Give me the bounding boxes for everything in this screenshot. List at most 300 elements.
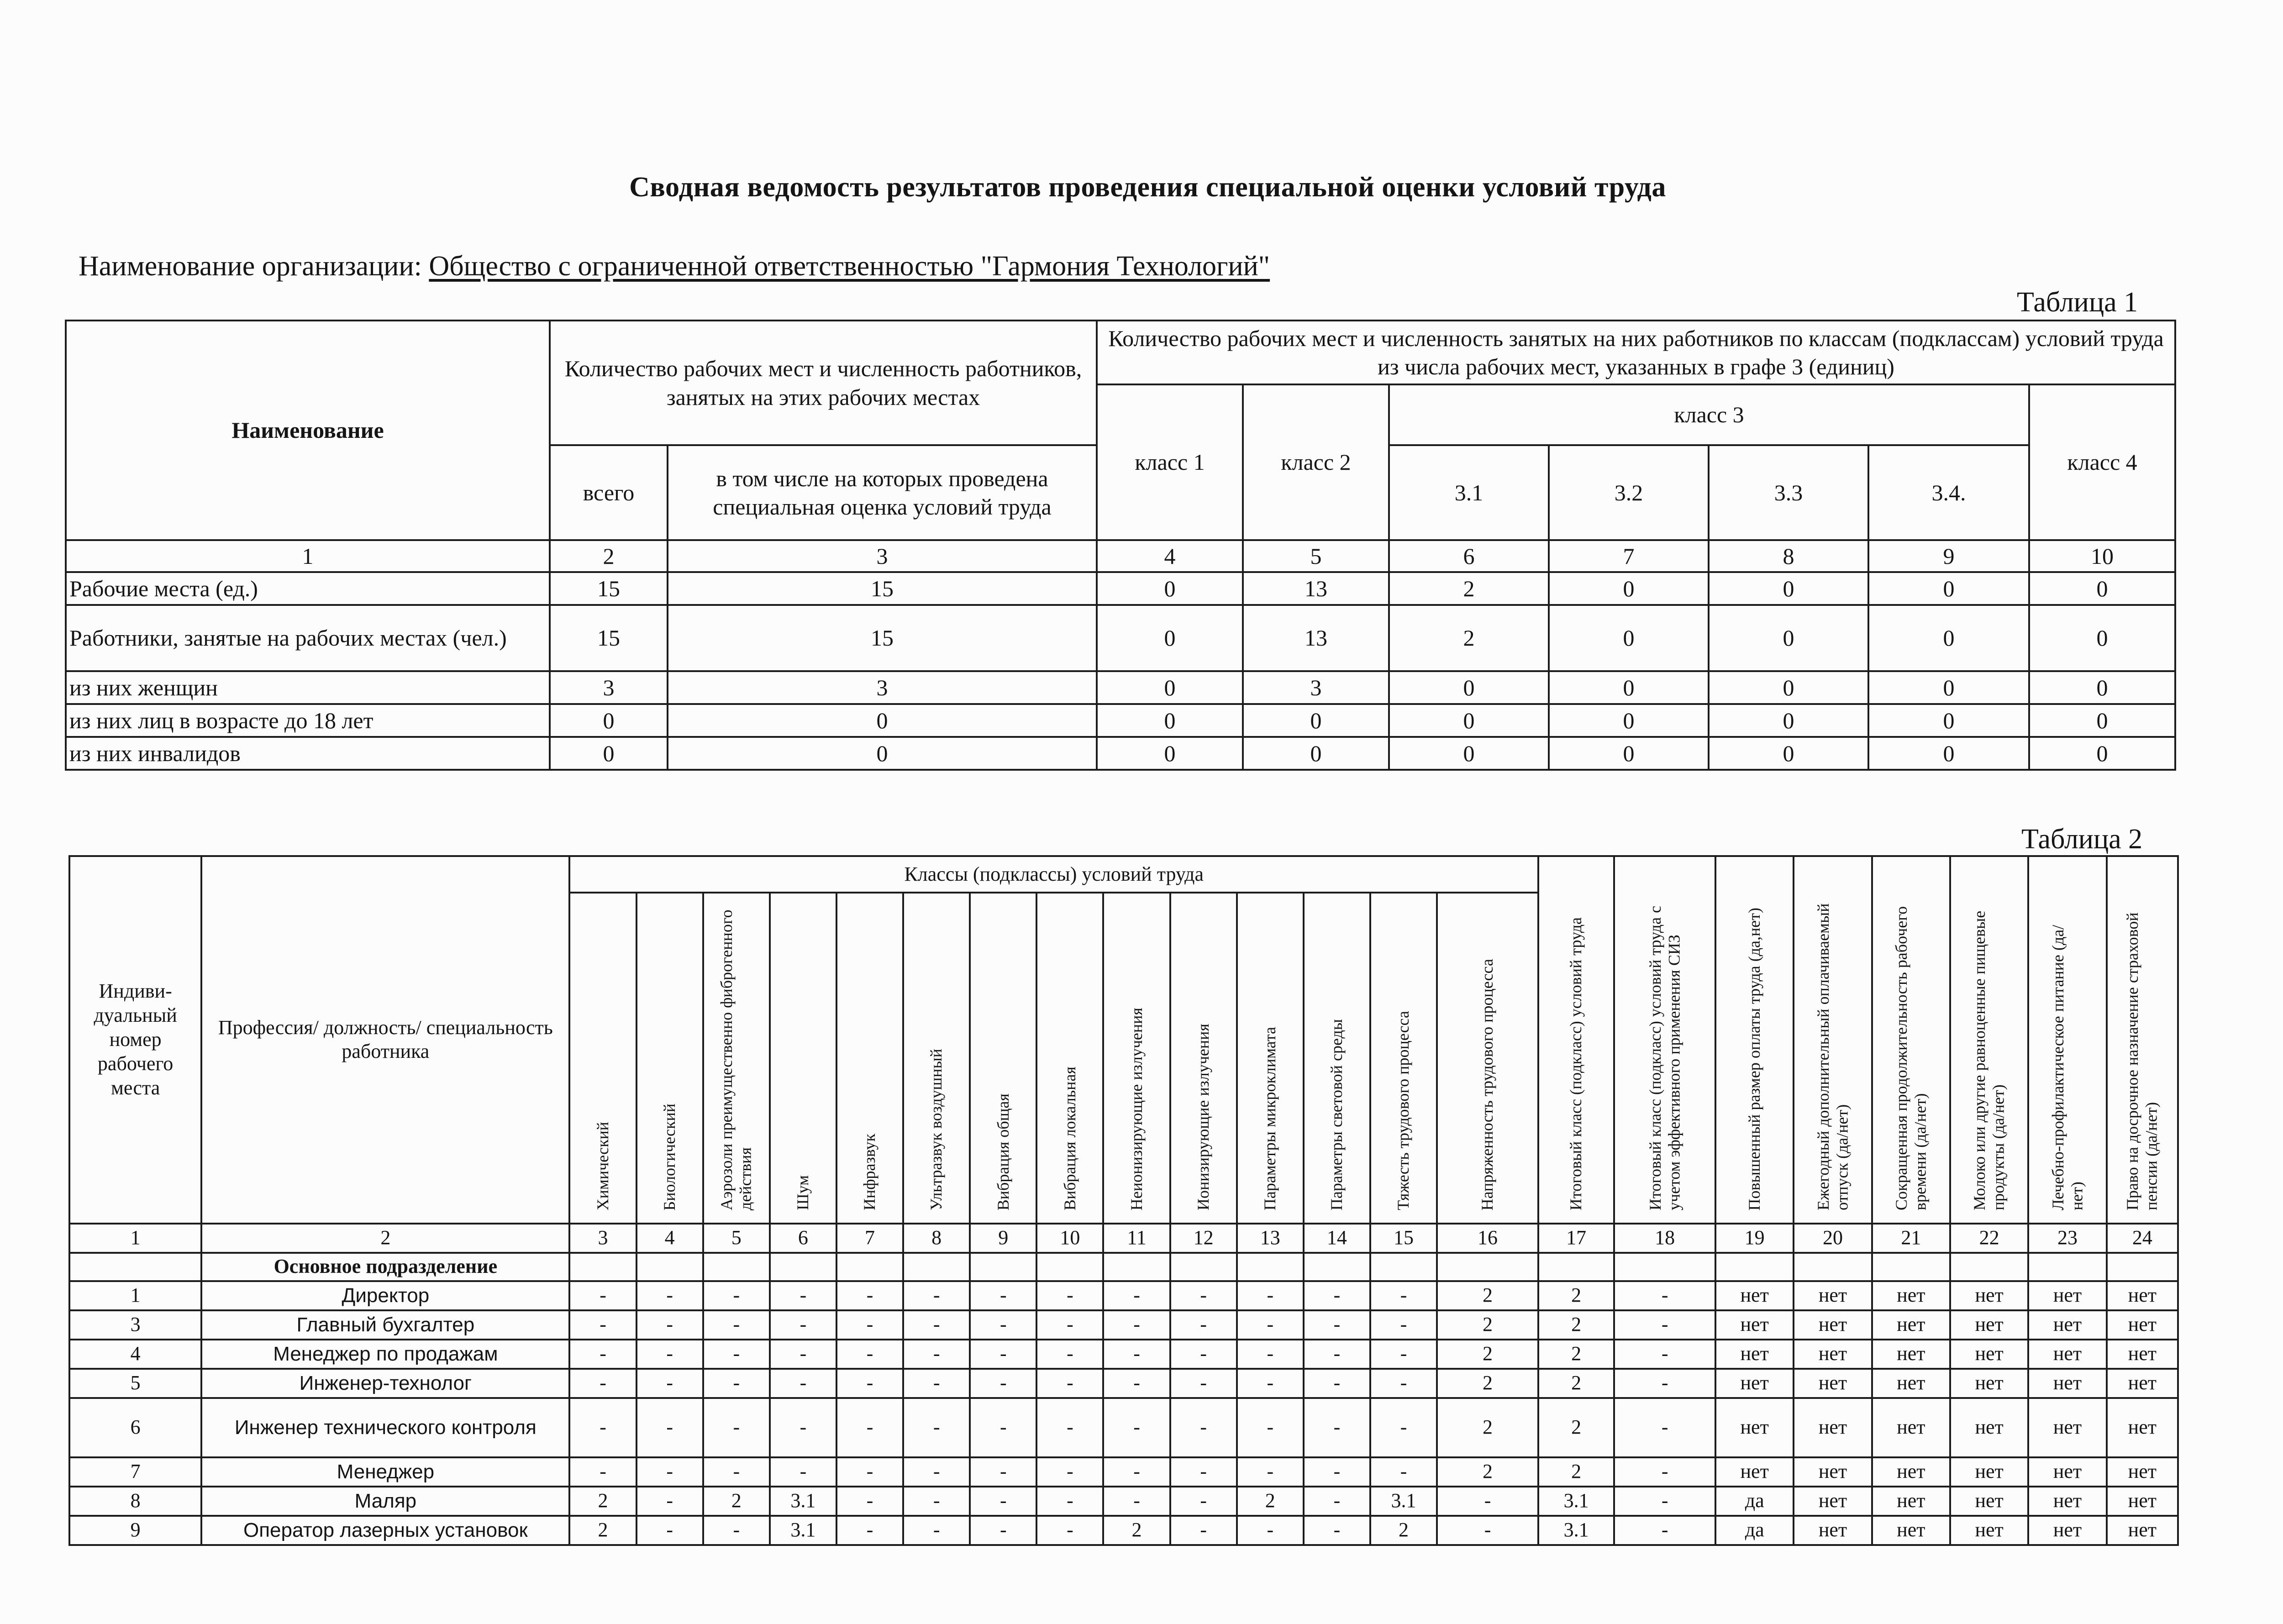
row-label: Работники, занятые на рабочих местах (чел.) <box>66 605 550 671</box>
class-cell: - <box>637 1487 703 1516</box>
header-classes-group: Классы (подклассы) условий труда <box>569 856 1538 893</box>
class-cell: - <box>1036 1281 1103 1310</box>
class-cell: - <box>1237 1457 1304 1487</box>
column-number: 15 <box>1370 1224 1437 1253</box>
column-number: 7 <box>836 1224 903 1253</box>
class-cell: - <box>770 1310 836 1340</box>
column-number-row <box>66 540 2175 572</box>
class-cell: - <box>569 1369 636 1398</box>
empty-cell <box>903 1253 970 1281</box>
class-cell: - <box>1304 1457 1370 1487</box>
cell-value: 13 <box>1243 605 1389 671</box>
cell-value: 15 <box>550 572 668 605</box>
header-factor: Химический <box>569 893 636 1224</box>
profession-name: Маляр <box>201 1487 569 1516</box>
class-cell: - <box>1304 1398 1370 1457</box>
header-guarantee: Право на досрочное назначение страховой пенсии (да/нет) <box>2107 856 2178 1224</box>
class-cell: 2 <box>1437 1281 1538 1310</box>
class-cell: - <box>1103 1398 1170 1457</box>
class-cell: 2 <box>1538 1369 1614 1398</box>
column-number: 14 <box>1304 1224 1370 1253</box>
table-row <box>66 671 2175 704</box>
cell-value: 0 <box>1709 671 1868 704</box>
header-class2: класс 2 <box>1243 384 1389 540</box>
class-cell: 2 <box>569 1516 636 1545</box>
class-cell: - <box>1103 1310 1170 1340</box>
cell-value: 15 <box>668 572 1097 605</box>
class-cell: - <box>1237 1281 1304 1310</box>
column-number: 19 <box>1715 1224 1794 1253</box>
class-cell: - <box>637 1398 703 1457</box>
class-cell: - <box>770 1340 836 1369</box>
empty-cell <box>1370 1253 1437 1281</box>
class-cell: нет <box>2107 1340 2178 1369</box>
class-cell: нет <box>2107 1310 2178 1340</box>
class-cell: нет <box>1715 1340 1794 1369</box>
cell-value: 2 <box>1389 605 1549 671</box>
cell-value: 0 <box>1709 572 1868 605</box>
class-cell: - <box>1170 1516 1237 1545</box>
class-cell: - <box>903 1457 970 1487</box>
class-cell: - <box>1237 1340 1304 1369</box>
class-cell: - <box>637 1340 703 1369</box>
cell-value: 0 <box>668 704 1097 737</box>
class-cell: - <box>836 1310 903 1340</box>
column-number: 10 <box>1036 1224 1103 1253</box>
cell-value: 0 <box>1097 671 1243 704</box>
profession-name: Инженер технического контроля <box>201 1398 569 1457</box>
cell-value: 0 <box>2029 737 2175 770</box>
class-cell: нет <box>2028 1516 2106 1545</box>
class-cell: нет <box>1794 1457 1872 1487</box>
class-cell: - <box>970 1281 1036 1310</box>
column-number: 13 <box>1237 1224 1304 1253</box>
column-number: 7 <box>1549 540 1709 572</box>
class-cell: 2 <box>1437 1340 1538 1369</box>
column-number: 9 <box>970 1224 1036 1253</box>
empty-cell <box>1036 1253 1103 1281</box>
table2-caption: Таблица 2 <box>2021 824 2143 855</box>
class-cell: нет <box>1715 1310 1794 1340</box>
header-workplace-id: Индиви-дуальный номер рабочего места <box>69 856 201 1224</box>
header-guarantee: Повышенный размер оплаты труда (да,нет) <box>1715 856 1794 1224</box>
class-cell: - <box>703 1369 770 1398</box>
class-cell: нет <box>2107 1457 2178 1487</box>
column-number: 6 <box>770 1224 836 1253</box>
class-cell: - <box>1614 1516 1715 1545</box>
column-number-row <box>69 1224 2178 1253</box>
class-cell: нет <box>1872 1281 1950 1310</box>
workplaces-table <box>68 855 2179 1546</box>
class-cell: нет <box>1950 1398 2028 1457</box>
class-cell: нет <box>2107 1398 2178 1457</box>
department-row <box>69 1253 2178 1281</box>
class-cell: - <box>703 1281 770 1310</box>
class-cell: нет <box>2107 1369 2178 1398</box>
empty-cell <box>2107 1253 2178 1281</box>
header-class3: класс 3 <box>1389 384 2029 445</box>
empty-cell <box>1237 1253 1304 1281</box>
class-cell: - <box>903 1281 970 1310</box>
table-row <box>66 737 2175 770</box>
class-cell: - <box>903 1398 970 1457</box>
class-cell: нет <box>1794 1398 1872 1457</box>
column-number: 3 <box>569 1224 636 1253</box>
workplace-id: 7 <box>69 1457 201 1487</box>
cell-value: 0 <box>1389 671 1549 704</box>
column-number: 6 <box>1389 540 1549 572</box>
header-factor: Вибрация локальная <box>1036 893 1103 1224</box>
class-cell: нет <box>1950 1340 2028 1369</box>
column-number: 12 <box>1170 1224 1237 1253</box>
class-cell: нет <box>1794 1340 1872 1369</box>
class-cell: - <box>970 1369 1036 1398</box>
class-cell: - <box>1370 1457 1437 1487</box>
class-cell: нет <box>1872 1369 1950 1398</box>
header-factor: Тяжесть трудового процесса <box>1370 893 1437 1224</box>
cell-value: 0 <box>2029 704 2175 737</box>
class-cell: - <box>637 1310 703 1340</box>
class-cell: 3.1 <box>1538 1487 1614 1516</box>
empty-cell <box>1950 1253 2028 1281</box>
cell-value: 15 <box>550 605 668 671</box>
class-cell: - <box>1170 1310 1237 1340</box>
column-number: 22 <box>1950 1224 2028 1253</box>
profession-name: Инженер-технолог <box>201 1369 569 1398</box>
row-label: из них инвалидов <box>66 737 550 770</box>
class-cell: нет <box>1794 1516 1872 1545</box>
header-factor: Биологический <box>637 893 703 1224</box>
class-cell: - <box>770 1398 836 1457</box>
empty-cell <box>69 1253 201 1281</box>
table-row <box>69 1487 2178 1516</box>
cell-value: 0 <box>1868 737 2029 770</box>
table-row <box>66 704 2175 737</box>
column-number: 20 <box>1794 1224 1872 1253</box>
header-total: всего <box>550 445 668 540</box>
class-cell: 2 <box>1538 1310 1614 1340</box>
class-cell: нет <box>1950 1369 2028 1398</box>
empty-cell <box>1715 1253 1794 1281</box>
class-cell: - <box>1437 1487 1538 1516</box>
class-cell: - <box>1614 1310 1715 1340</box>
class-cell: - <box>703 1516 770 1545</box>
profession-name: Главный бухгалтер <box>201 1310 569 1340</box>
class-cell: - <box>970 1487 1036 1516</box>
class-cell: нет <box>1950 1310 2028 1340</box>
class-cell: - <box>770 1369 836 1398</box>
class-cell: - <box>836 1487 903 1516</box>
cell-value: 0 <box>668 737 1097 770</box>
column-number: 18 <box>1614 1224 1715 1253</box>
class-cell: 3.1 <box>1538 1516 1614 1545</box>
class-cell: нет <box>1950 1516 2028 1545</box>
class-cell: нет <box>1715 1369 1794 1398</box>
profession-name: Менеджер <box>201 1457 569 1487</box>
class-cell: нет <box>1950 1281 2028 1310</box>
table-row <box>69 1340 2178 1369</box>
class-cell: - <box>903 1369 970 1398</box>
cell-value: 0 <box>1709 605 1868 671</box>
class-cell: - <box>1614 1457 1715 1487</box>
class-cell: нет <box>1950 1487 2028 1516</box>
header-final-class: Итоговый класс (подкласс) условий труда <box>1538 856 1614 1224</box>
class-cell: нет <box>2028 1310 2106 1340</box>
column-number: 5 <box>1243 540 1389 572</box>
class-cell: - <box>1237 1369 1304 1398</box>
class-cell: нет <box>1872 1340 1950 1369</box>
class-cell: - <box>1170 1340 1237 1369</box>
cell-value: 0 <box>1549 605 1709 671</box>
class-cell: - <box>970 1310 1036 1340</box>
class-cell: - <box>970 1340 1036 1369</box>
class-cell: 2 <box>569 1487 636 1516</box>
class-cell: - <box>703 1310 770 1340</box>
organization-name: Общество с ограниченной ответственностью "Гармония Технологий" <box>429 251 1270 282</box>
cell-value: 0 <box>1709 704 1868 737</box>
class-cell: - <box>1370 1369 1437 1398</box>
class-cell: - <box>770 1457 836 1487</box>
cell-value: 0 <box>1868 671 2029 704</box>
class-cell: - <box>1036 1310 1103 1340</box>
class-cell: 2 <box>1237 1487 1304 1516</box>
column-number: 24 <box>2107 1224 2178 1253</box>
class-cell: нет <box>2107 1487 2178 1516</box>
header-factor: Аэрозоли преимущественно фиброгенного действия <box>703 893 770 1224</box>
cell-value: 3 <box>668 671 1097 704</box>
class-cell: - <box>836 1516 903 1545</box>
class-cell: - <box>1170 1487 1237 1516</box>
organization-line <box>79 250 1270 283</box>
class-cell: - <box>903 1310 970 1340</box>
cell-value: 0 <box>2029 572 2175 605</box>
empty-cell <box>836 1253 903 1281</box>
empty-cell <box>1437 1253 1538 1281</box>
class-cell: - <box>1304 1281 1370 1310</box>
class-cell: нет <box>1794 1310 1872 1340</box>
class-cell: нет <box>1794 1281 1872 1310</box>
class-cell: - <box>1304 1340 1370 1369</box>
header-assessed: в том числе на которых проведена специальная оценка условий труда <box>668 445 1097 540</box>
class-cell: - <box>1370 1398 1437 1457</box>
header-count-group: Количество рабочих мест и численность работников, занятых на этих рабочих местах <box>550 321 1097 445</box>
class-cell: нет <box>1715 1457 1794 1487</box>
class-cell: нет <box>1794 1369 1872 1398</box>
class-cell: 2 <box>1437 1310 1538 1340</box>
table-row <box>66 605 2175 671</box>
class-cell: - <box>970 1516 1036 1545</box>
column-number: 8 <box>903 1224 970 1253</box>
cell-value: 0 <box>1097 704 1243 737</box>
header-factor: Инфразвук <box>836 893 903 1224</box>
profession-name: Менеджер по продажам <box>201 1340 569 1369</box>
class-cell: - <box>1103 1340 1170 1369</box>
class-cell: - <box>1170 1457 1237 1487</box>
empty-cell <box>703 1253 770 1281</box>
class-cell: - <box>1036 1487 1103 1516</box>
class-cell: - <box>1237 1516 1304 1545</box>
header-factor: Параметры микроклимата <box>1237 893 1304 1224</box>
class-cell: - <box>1370 1281 1437 1310</box>
profession-name: Директор <box>201 1281 569 1310</box>
class-cell: - <box>637 1457 703 1487</box>
empty-cell <box>1538 1253 1614 1281</box>
cell-value: 0 <box>550 737 668 770</box>
cell-value: 0 <box>1389 737 1549 770</box>
empty-cell <box>770 1253 836 1281</box>
cell-value: 0 <box>1709 737 1868 770</box>
class-cell: 2 <box>1538 1340 1614 1369</box>
column-number: 9 <box>1868 540 2029 572</box>
class-cell: - <box>637 1281 703 1310</box>
header-guarantee: Лечебно-профилактическое питание (да/нет) <box>2028 856 2106 1224</box>
header-guarantee: Сокращенная продолжительность рабочего времени (да/нет) <box>1872 856 1950 1224</box>
class-cell: - <box>1036 1369 1103 1398</box>
cell-value: 0 <box>1097 572 1243 605</box>
class-cell: - <box>1103 1369 1170 1398</box>
row-label: Рабочие места (ед.) <box>66 572 550 605</box>
column-number: 5 <box>703 1224 770 1253</box>
column-number: 2 <box>201 1224 569 1253</box>
class-cell: нет <box>2028 1281 2106 1310</box>
class-cell: - <box>903 1340 970 1369</box>
class-cell: - <box>970 1457 1036 1487</box>
class-cell: 2 <box>1437 1369 1538 1398</box>
class-cell: нет <box>2107 1516 2178 1545</box>
cell-value: 0 <box>2029 671 2175 704</box>
header-factor: Напряженность трудового процесса <box>1437 893 1538 1224</box>
header-name: Наименование <box>66 321 550 540</box>
column-number: 21 <box>1872 1224 1950 1253</box>
class-cell: - <box>903 1487 970 1516</box>
class-cell: нет <box>2028 1340 2106 1369</box>
class-cell: - <box>703 1340 770 1369</box>
class-cell: нет <box>1950 1457 2028 1487</box>
class-cell: - <box>836 1369 903 1398</box>
column-number: 1 <box>66 540 550 572</box>
class-cell: да <box>1715 1487 1794 1516</box>
table-row <box>69 1516 2178 1545</box>
table-row <box>69 1310 2178 1340</box>
cell-value: 0 <box>550 704 668 737</box>
table-row <box>69 1369 2178 1398</box>
class-cell: 2 <box>1370 1516 1437 1545</box>
header-class4: класс 4 <box>2029 384 2175 540</box>
table-row <box>69 1281 2178 1310</box>
class-cell: - <box>569 1281 636 1310</box>
class-cell: - <box>637 1516 703 1545</box>
class-cell: - <box>1237 1398 1304 1457</box>
class-cell: - <box>637 1369 703 1398</box>
class-cell: нет <box>1872 1457 1950 1487</box>
header-factor: Параметры световой среды <box>1304 893 1370 1224</box>
class-cell: нет <box>1872 1516 1950 1545</box>
empty-cell <box>637 1253 703 1281</box>
class-cell: нет <box>1715 1281 1794 1310</box>
header-factor: Шум <box>770 893 836 1224</box>
organization-label: Наименование организации: <box>79 251 422 282</box>
header-factor: Вибрация общая <box>970 893 1036 1224</box>
workplace-id: 3 <box>69 1310 201 1340</box>
cell-value: 15 <box>668 605 1097 671</box>
class-cell: - <box>1103 1281 1170 1310</box>
workplace-id: 4 <box>69 1340 201 1369</box>
class-cell: 2 <box>1538 1457 1614 1487</box>
column-number: 11 <box>1103 1224 1170 1253</box>
header-factor: Ультразвук воздушный <box>903 893 970 1224</box>
class-cell: - <box>569 1310 636 1340</box>
column-number: 17 <box>1538 1224 1614 1253</box>
header-class-3-3: 3.3 <box>1709 445 1868 540</box>
workplace-id: 8 <box>69 1487 201 1516</box>
class-cell: - <box>903 1516 970 1545</box>
column-number: 8 <box>1709 540 1868 572</box>
cell-value: 3 <box>550 671 668 704</box>
class-cell: - <box>836 1281 903 1310</box>
cell-value: 13 <box>1243 572 1389 605</box>
class-cell: нет <box>2028 1457 2106 1487</box>
cell-value: 0 <box>1549 704 1709 737</box>
profession-name: Оператор лазерных установок <box>201 1516 569 1545</box>
class-cell: - <box>836 1457 903 1487</box>
header-factor: Ионизирующие излучения <box>1170 893 1237 1224</box>
cell-value: 0 <box>1389 704 1549 737</box>
empty-cell <box>569 1253 636 1281</box>
column-number: 4 <box>1097 540 1243 572</box>
class-cell: 3.1 <box>770 1516 836 1545</box>
header-class1: класс 1 <box>1097 384 1243 540</box>
class-cell: 3.1 <box>770 1487 836 1516</box>
empty-cell <box>1304 1253 1370 1281</box>
header-guarantee: Молоко или другие равноценные пищевые продукты (да/нет) <box>1950 856 2028 1224</box>
header-class-3-4: 3.4. <box>1868 445 2029 540</box>
class-cell: - <box>1614 1398 1715 1457</box>
document-title: Сводная ведомость результатов проведения специальной оценки условий труда <box>629 172 1666 203</box>
class-cell: 2 <box>1103 1516 1170 1545</box>
class-cell: - <box>703 1457 770 1487</box>
cell-value: 2 <box>1389 572 1549 605</box>
cell-value: 0 <box>1549 671 1709 704</box>
workplace-id: 5 <box>69 1369 201 1398</box>
cell-value: 0 <box>1243 704 1389 737</box>
empty-cell <box>1794 1253 1872 1281</box>
class-cell: - <box>1237 1310 1304 1340</box>
class-cell: - <box>1103 1487 1170 1516</box>
class-cell: - <box>569 1457 636 1487</box>
class-cell: нет <box>2028 1487 2106 1516</box>
class-cell: - <box>1614 1340 1715 1369</box>
header-final-class-siz: Итоговый класс (подкласс) условий труда с учетом эффективного применения СИЗ <box>1614 856 1715 1224</box>
header-class-group: Количество рабочих мест и численность занятых на них работников по классам (подклассам) условий труда из числа рабочих мест, указанных в графе 3 (единиц) <box>1097 321 2175 384</box>
empty-cell <box>1103 1253 1170 1281</box>
class-cell: - <box>1370 1340 1437 1369</box>
class-cell: - <box>970 1398 1036 1457</box>
class-cell: нет <box>1715 1398 1794 1457</box>
class-cell: нет <box>1872 1398 1950 1457</box>
class-cell: да <box>1715 1516 1794 1545</box>
row-label: из них женщин <box>66 671 550 704</box>
class-cell: - <box>569 1340 636 1369</box>
table-row <box>69 1398 2178 1457</box>
empty-cell <box>1614 1253 1715 1281</box>
class-cell: нет <box>2028 1369 2106 1398</box>
column-number: 4 <box>637 1224 703 1253</box>
class-cell: 2 <box>1538 1398 1614 1457</box>
workplace-id: 1 <box>69 1281 201 1310</box>
empty-cell <box>2028 1253 2106 1281</box>
class-cell: - <box>1036 1516 1103 1545</box>
empty-cell <box>970 1253 1036 1281</box>
